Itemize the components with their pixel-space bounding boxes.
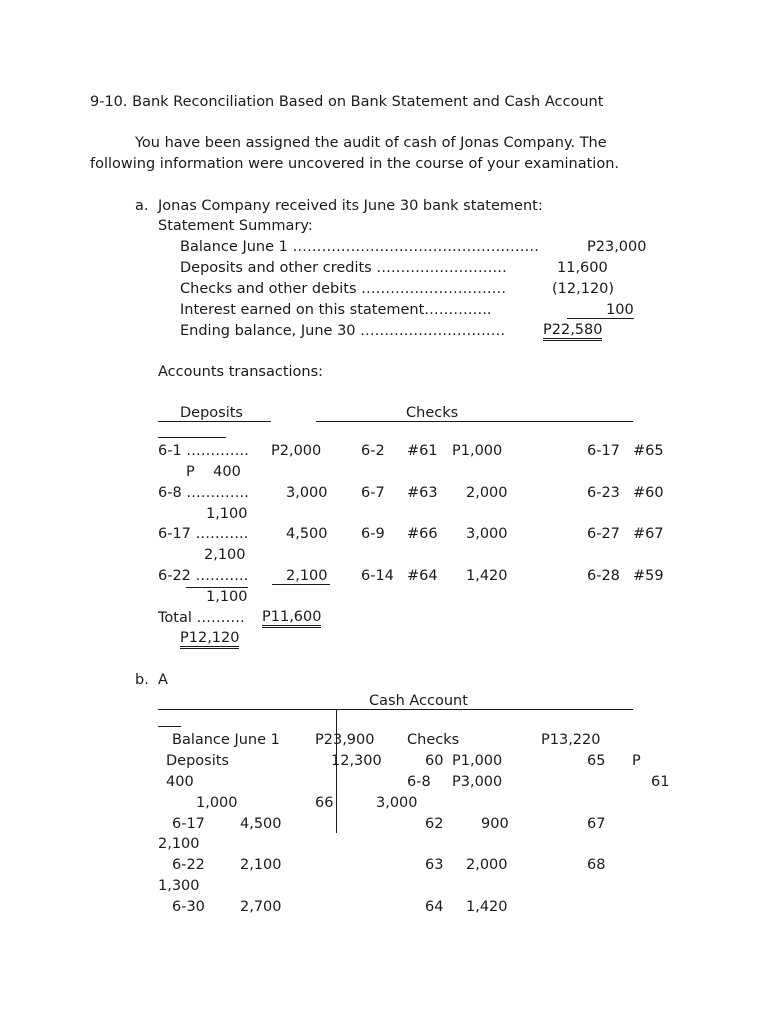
total-checks: P12,120 — [180, 630, 239, 649]
wrap-amount: 400 — [166, 774, 194, 790]
check-number: #65 — [633, 443, 664, 459]
checks-header: Checks — [406, 405, 459, 421]
check-number: #67 — [633, 526, 664, 542]
deposit-date: 6-8 …………. — [158, 485, 249, 501]
deposit-amount: 2,700 — [240, 899, 282, 915]
summary-amount: 11,600 — [557, 260, 608, 276]
checks-label: Checks — [407, 732, 460, 748]
check-date: 6-27 — [587, 526, 620, 542]
deposits-header: Deposits — [180, 405, 243, 421]
check-amount: P 400 — [186, 464, 241, 480]
page-title: 9-10. Bank Reconciliation Based on Bank Statement and Cash Account — [90, 94, 604, 110]
check-number: #63 — [407, 485, 438, 501]
check-number: #59 — [633, 568, 664, 584]
check-amount: P3,000 — [452, 774, 503, 790]
check-amount: P1,000 — [452, 753, 503, 769]
part-b-marker: b. — [135, 672, 149, 688]
balance-june-1-label: Balance June 1 — [172, 732, 280, 748]
check-amount: 1,100 — [206, 589, 248, 605]
summary-label: Interest earned on this statement………….. — [180, 302, 492, 318]
wrap-amount: 2,100 — [158, 836, 200, 852]
check-amount: P — [632, 753, 641, 769]
check-amount: 900 — [481, 816, 509, 832]
check-amount: 1,420 — [466, 899, 508, 915]
check-date: 6-9 — [361, 526, 385, 542]
balance-june-1-amount: P23,900 — [315, 732, 375, 748]
deposit-date: 6-17 ……….. — [158, 526, 249, 542]
accounts-transactions-label: Accounts transactions: — [158, 364, 324, 380]
t-account-rule-wrap — [158, 726, 181, 727]
deposit-amount: 2,100 — [240, 857, 282, 873]
ending-balance-amount: P22,580 — [543, 322, 602, 341]
summary-amount: P23,000 — [587, 239, 647, 255]
summary-underline — [567, 318, 634, 319]
check-date: 6-28 — [587, 568, 620, 584]
deposit-amount: P2,000 — [271, 443, 322, 459]
check-number: 64 — [425, 899, 444, 915]
check-amount: 3,000 — [466, 526, 508, 542]
summary-label: Balance June 1 …………………………………………… — [180, 239, 539, 255]
summary-amount: 100 — [606, 302, 634, 318]
total-label: Total ………. — [158, 610, 245, 626]
t-account-divider — [336, 710, 337, 833]
wrap-amount: 1,000 — [196, 795, 238, 811]
check-number: #61 — [407, 443, 438, 459]
check-number: 65 — [587, 753, 606, 769]
checks-total: P13,220 — [541, 732, 601, 748]
check-amount: 1,420 — [466, 568, 508, 584]
deposit-date: 6-22 — [172, 857, 205, 873]
part-a-heading: Jonas Company received its June 30 bank statement: — [158, 198, 543, 214]
summary-label: Deposits and other credits ……………………… — [180, 260, 507, 276]
check-number: #60 — [633, 485, 664, 501]
deposit-date: 6-22 ……….. — [158, 568, 249, 584]
check-date: 6-14 — [361, 568, 394, 584]
part-b-label: A — [158, 672, 168, 688]
deposit-amount: 4,500 — [240, 816, 282, 832]
intro-line-2: following information were uncovered in the course of your examination. — [90, 156, 620, 172]
check-number: 60 — [425, 753, 444, 769]
deposit-total-rule — [272, 584, 330, 585]
statement-summary-label: Statement Summary: — [158, 218, 313, 234]
check-amount: P1,000 — [452, 443, 503, 459]
checks-header-rule — [316, 421, 633, 422]
deposit-amount: 2,100 — [286, 568, 328, 584]
part-a-marker: a. — [135, 198, 149, 214]
total-deposits: P11,600 — [262, 609, 321, 628]
deposit-date: 6-30 — [172, 899, 205, 915]
check-amount: 2,000 — [466, 857, 508, 873]
summary-amount: (12,120) — [552, 281, 615, 297]
check-date: 6-7 — [361, 485, 385, 501]
check-date: 6-23 — [587, 485, 620, 501]
check-amount: 1,100 — [206, 506, 248, 522]
check-number: 63 — [425, 857, 444, 873]
wrap-amount: 1,300 — [158, 878, 200, 894]
check-amount: 2,100 — [204, 547, 246, 563]
deposits-header-rule — [158, 421, 271, 422]
t-account-top-rule — [158, 709, 633, 710]
check-date: 6-2 — [361, 443, 385, 459]
check-number: 61 — [651, 774, 670, 790]
header-rule-wrap — [158, 437, 226, 438]
deposit-amount: 3,000 — [286, 485, 328, 501]
summary-label: Checks and other debits ………………………… — [180, 281, 507, 297]
check-number: 62 — [425, 816, 444, 832]
check-number: #64 — [407, 568, 438, 584]
check-number: #66 — [407, 526, 438, 542]
check-number: 66 — [315, 795, 334, 811]
check-amount: 3,000 — [376, 795, 418, 811]
check-date: 6-8 — [407, 774, 431, 790]
check-date: 6-17 — [587, 443, 620, 459]
deposit-date: 6-1 …………. — [158, 443, 249, 459]
check-amount: 2,000 — [466, 485, 508, 501]
summary-label: Ending balance, June 30 ………………………… — [180, 323, 506, 339]
cash-account-title: Cash Account — [369, 693, 468, 709]
deposit-amount: 4,500 — [286, 526, 328, 542]
deposits-amount: 12,300 — [331, 753, 382, 769]
check-number: 68 — [587, 857, 606, 873]
check-number: 67 — [587, 816, 606, 832]
deposit-date: 6-17 — [172, 816, 205, 832]
deposits-label: Deposits — [166, 753, 229, 769]
intro-line-1: You have been assigned the audit of cash of Jonas Company. The — [135, 135, 607, 151]
